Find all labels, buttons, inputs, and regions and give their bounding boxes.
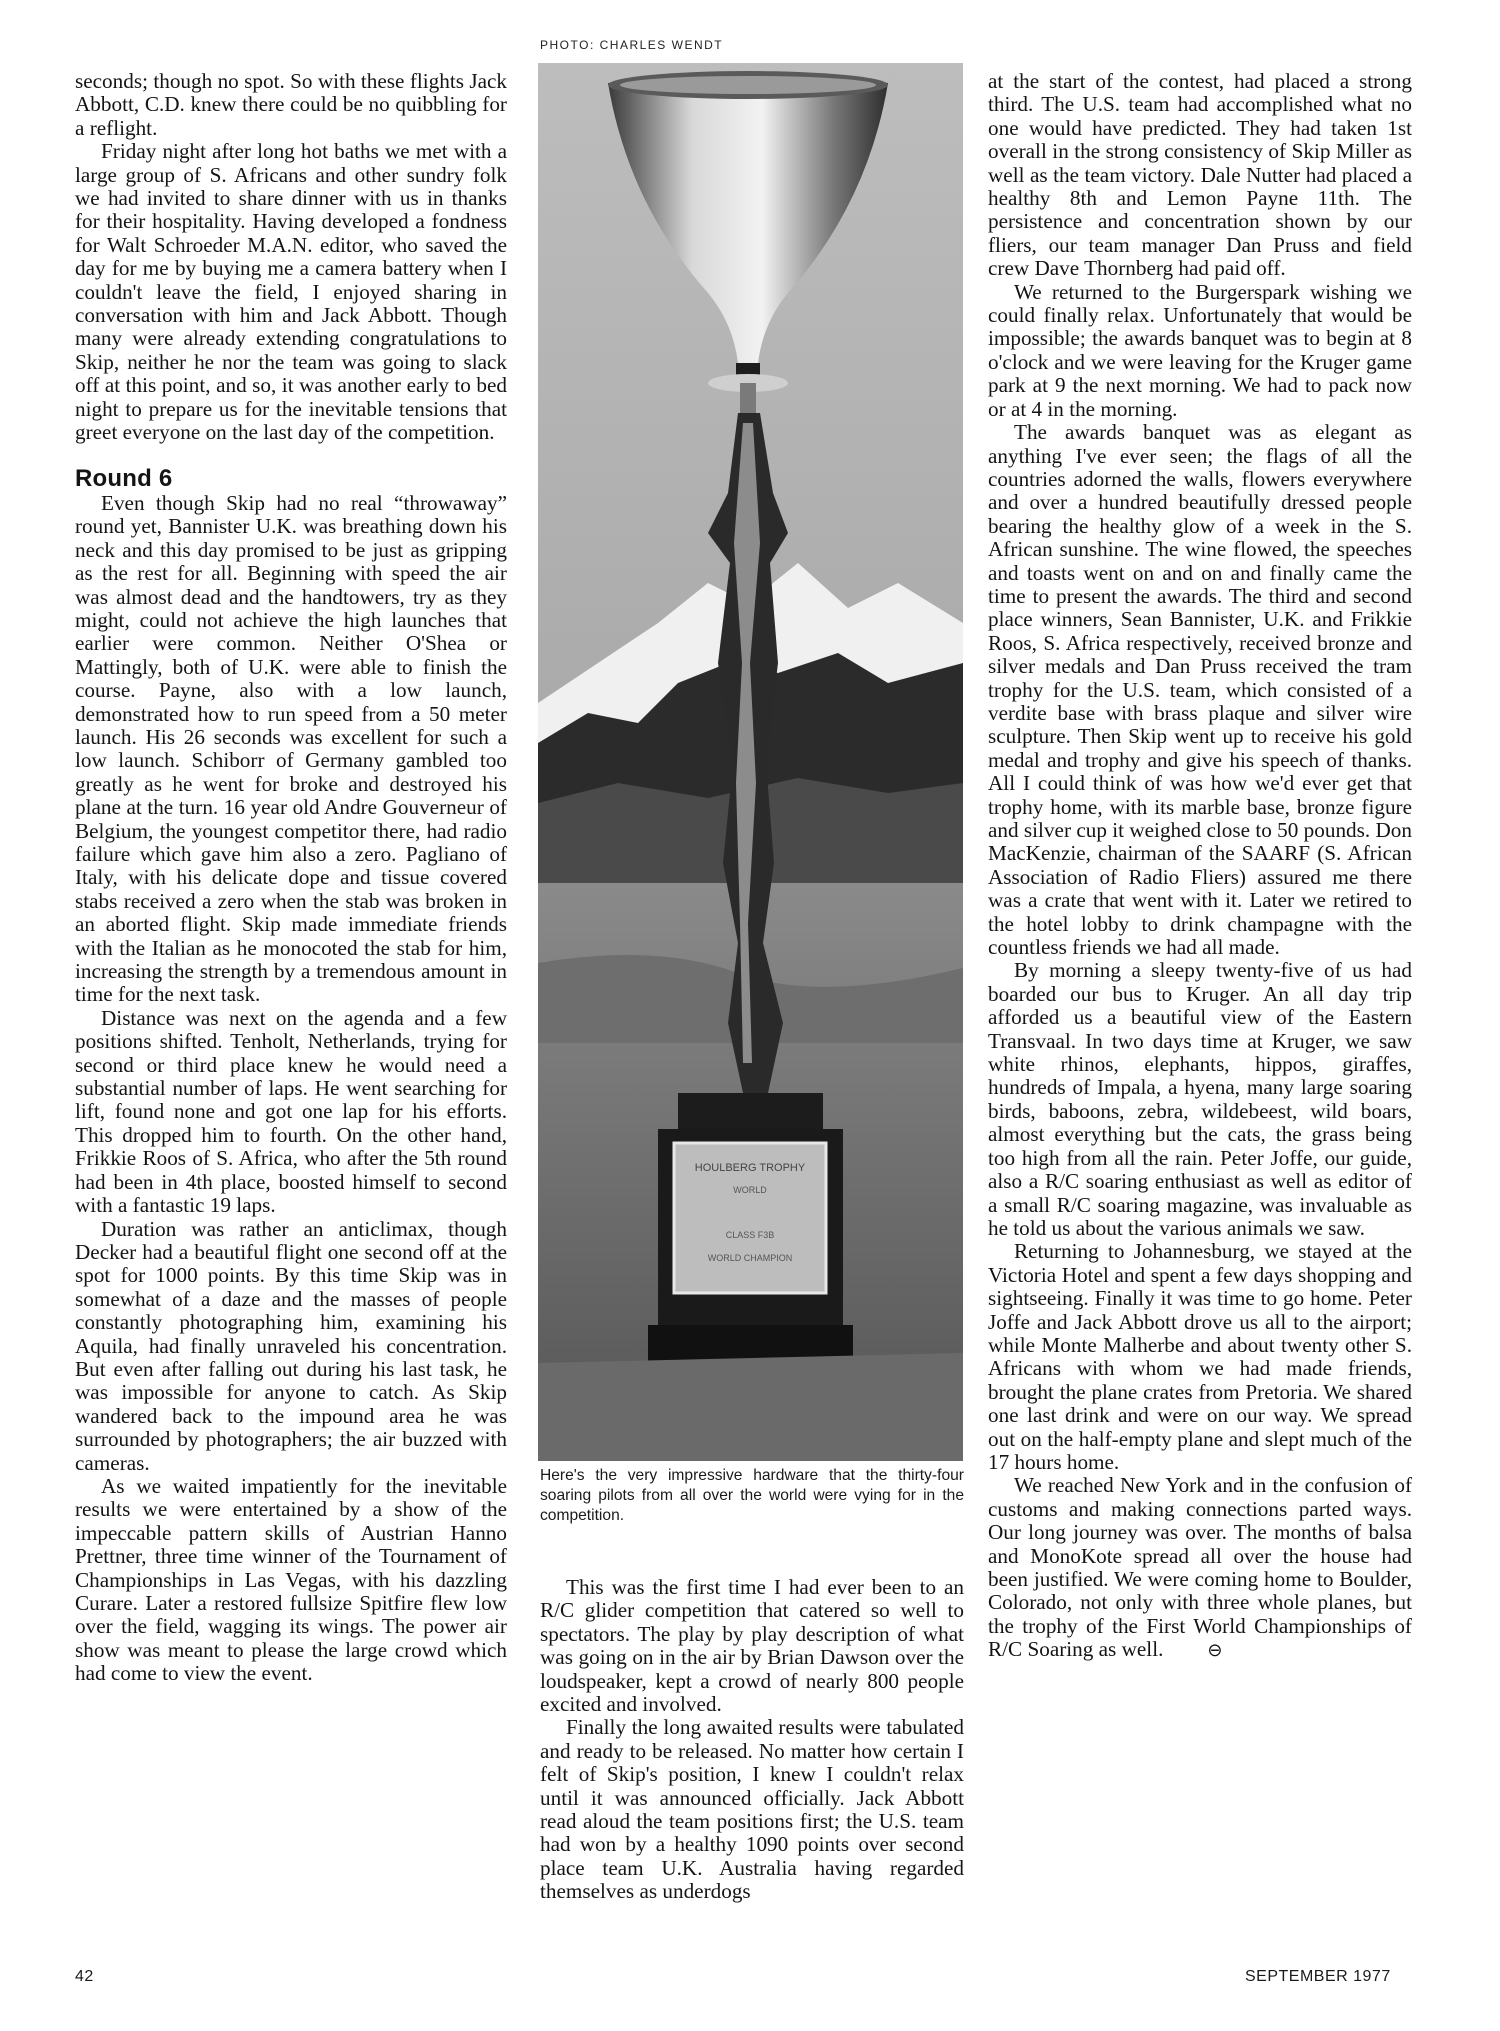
paragraph: This was the first time I had ever been to an R/C glider competition that catered so well to spectators. The play by play description of what was going on in the air by Brian Dawson over the loudspeaker, kept a crowd of nearly 800 people excited and involved. [540,1575,964,1717]
paragraph: We returned to the Burgerspark wishing we could finally relax. Unfortunately that would be impossible; the awards banquet was to begin at 8 o'clock and we were leaving for the Kruger game park at 9 the next morning. We had to pack now or at 4 in the morning. [988,279,1412,421]
end-mark-icon: ⊖ [1207,1640,1223,1662]
paragraph: seconds; though no spot. So with these flights Jack Abbott, C.D. knew there could be no quibbling for a reflight. [75,69,507,140]
paragraph: at the start of the contest, had placed a strong third. The U.S. team had accomplished what no one would have predicted. They had taken 1st overall in the strong consistency of Skip Miller as well as the team victory. Dale Nutter had placed a healthy 8th and Lemon Payne 11th. The persistence and concentration shown by our fliers, our team manager Dan Pruss and field crew Dave Thornberg had paid off. [988,69,1412,281]
plaque-line-3: CLASS F3B [725,1230,775,1240]
plaque-line-2: WORLD [733,1185,767,1195]
paragraph: As we waited impatiently for the inevitable results we were entertained by a show of the impeccable pattern skills of Austrian Hanno Prettner, three time winner of the Tournament of Championships in Las Vegas, with his dazzling Curare. Later a restored fullsize Spitfire flew low over the field, wagging its wings. The power air show was meant to please the large crowd which had come to view the event. [75,1473,507,1686]
page-number: 42 [75,1968,94,1985]
paragraph: Returning to Johannesburg, we stayed at the Victoria Hotel and spent a few days shopping and sightseeing. Finally it was time to go home. Peter Joffe and Jack Abbott drove us all to the airport; while Monte Malherbe and about twenty other S. Africans with whom we had made friends, brought the plane crates from Pretoria. We shared one last drink and were on our way. We spread out on the half-empty plane and slept much of the 17 hours home. [988,1239,1412,1474]
article-column-right [988,70,1412,1663]
paragraph: Even though Skip had no real “throwaway” round yet, Bannister U.K. was breathing down his neck and this day promised to be just as gripping as the rest for all. Beginning with speed the air was almost dead and the handtowers, try as they might, could not achieve the high launches that earlier were common. Neither O'Shea or Mattingly, both of U.K. were able to finish the course. Payne, also with a low launch, demonstrated how to run speed from a 50 meter launch. His 26 seconds was excellent for such a low launch. Schiborr of Germany gambled too greatly as he went for broke and destroyed his plane at the turn. 16 year old Andre Gouverneur of Belgium, the youngest competitor there, had radio failure which gave him also a zero. Pagliano of Italy, with his delicate dope and tissue covered stabs received a zero when the stab was broken in an aborted flight. Skip made immediate friends with the Italian as he monocoted the stab for him, increasing the strength by a tremendous amount in time for the next task. [75,490,507,1007]
article-column-left [75,70,507,1686]
plaque-line-1: HOULBERG TROPHY [694,1162,806,1174]
plaque-line-4: WORLD CHAMPION [707,1253,793,1263]
photo-credit: PHOTO: CHARLES WENDT [540,38,724,52]
article-column-middle [540,1576,964,1904]
paragraph [988,1474,1412,1662]
issue-date: SEPTEMBER 1977 [1245,1968,1391,1985]
paragraph: The awards banquet was as elegant as anything I've ever seen; the flags of all the countries adorned the walls, flowers everywhere and over a hundred beautifully dressed people bearing the healthy glow of a week in the S. African sunshine. The wine flowed, the speeches and toasts went on and on and finally came the time to present the awards. The third and second place winners, Sean Bannister, U.K. and Frikkie Roos, S. Africa respectively, received bronze and silver medals and Dan Pruss received the tram trophy for the U.S. team, which consisted of a verdite base with brass plaque and silver wire sculpture. Then Skip went up to receive his gold medal and trophy and give his speech of thanks. All I could think of was how we'd ever get that trophy home, with its marble base, bronze figure and silver cup it weighed close to 50 pounds. Don MacKenzie, chairman of the SAARF (S. African Association of Radio Fliers) assured me there was a crate that went with it. Later we retired to the hotel lobby to drink champagne with the countless friends we had all made. [988,420,1412,960]
paragraph: Duration was rather an anticlimax, though Decker had a beautiful flight one second off at the spot for 1000 points. By this time Skip was in somewhat of a daze and the masses of people constantly photographing him, examining his Aquila, had finally unraveled his concentration. But even after falling out during his last task, he was impossible for anyone to catch. As Skip wandered back to the impound area he was surrounded by photographers; the air buzzed with cameras. [75,1216,507,1475]
section-heading: Round 6 [75,464,173,492]
trophy-photo [538,63,963,1461]
paragraph: By morning a sleepy twenty-five of us had boarded our bus to Kruger. An all day trip afforded us a beautiful view of the Eastern Transvaal. In two days time at Kruger, we saw white rhinos, elephants, hippos, giraffes, hundreds of Impala, a hyena, many large soaring birds, baboons, zebra, wildebeest, wild boars, almost everything but the cats, the grass being too high from all the rain. Peter Joffe, our guide, also a R/C soaring enthusiast as well as editor of a small R/C soaring magazine, was invaluable as he told us about the various animals we saw. [988,958,1412,1240]
photo-caption: Here's the very impressive hardware that the thirty-four soaring pilots from all over the world were vying for in the competition. [540,1467,964,1524]
paragraph: Finally the long awaited results were tabulated and ready to be released. No matter how certain I felt of Skip's position, I knew I couldn't relax until it was announced officially. Jack Abbott read aloud the team positions first; the U.S. team had won by a healthy 1090 points over second place team U.K. Australia having regarded themselves as underdogs [540,1715,964,1904]
paragraph: Distance was next on the agenda and a few positions shifted. Tenholt, Netherlands, trying for second or third place knew he would need a substantial number of laps. He went searching for lift, found none and got one lap for his efforts. This dropped him to fourth. On the other hand, Frikkie Roos of S. Africa, who after the 5th round had been in 4th place, boosted himself to second with a fantastic 19 laps. [75,1005,507,1218]
paragraph-text: We reached New York and in the confusion of customs and making connections parted ways. Our long journey was over. The months of balsa and MonoKote spread all over the house had been justified. We were coming home to Boulder, Colorado, not only with three whole planes, but the trophy of the First World Championships of R/C Soaring as well. [988,1473,1412,1662]
paragraph: Friday night after long hot baths we met with a large group of S. Africans and other sundry folk we had invited to share dinner with us in thanks for their hospitality. Having developed a fondness for Walt Schroeder M.A.N. editor, who saved the day for me by buying me a camera battery when I couldn't leave the field, I enjoyed sharing in conversation with him and Jack Abbott. Though many were already extending congratulations to Skip, neither he nor the team was going to slack off at this point, and so, it was another early to bed night to prepare us for the inevitable tensions that greet everyone on the last day of the competition. [75,139,507,445]
